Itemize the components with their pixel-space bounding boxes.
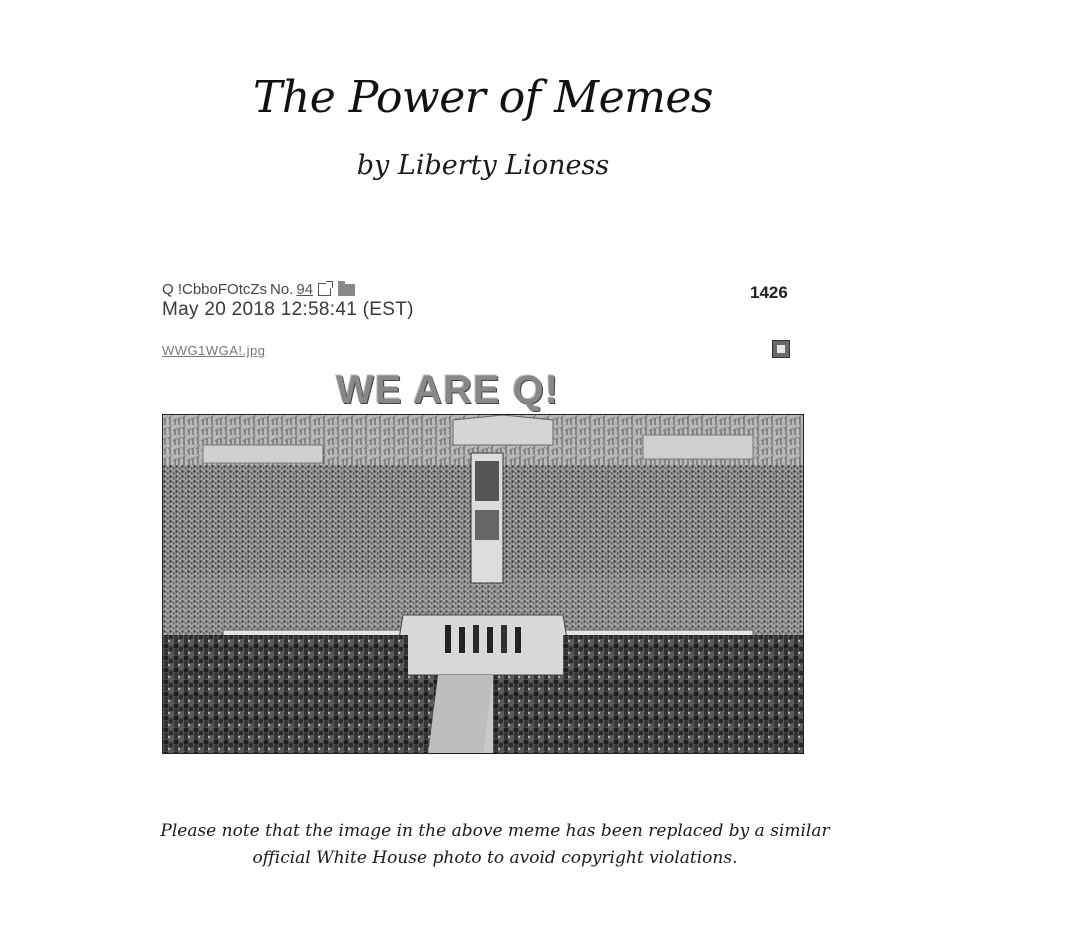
post-number-label: No. [270, 281, 294, 298]
document-byline: by Liberty Lioness [356, 150, 610, 181]
post-index: 1426 [750, 283, 788, 302]
post-timestamp: May 20 2018 12:58:41 (EST) [162, 299, 414, 320]
post-author: Q !CbboFOtcZs [162, 281, 268, 298]
image-filename-link[interactable]: WWG1WGA!.jpg [162, 343, 266, 358]
caption-line-1: Please note that the image in the above meme has been replaced by a similar [160, 821, 830, 841]
photo-caption [100, 818, 890, 872]
expand-image-icon[interactable] [772, 340, 790, 358]
post-header [162, 281, 414, 320]
post-number-link[interactable]: 94 [296, 281, 314, 298]
external-link-icon[interactable] [318, 283, 331, 296]
folder-icon[interactable] [338, 284, 355, 296]
post-meta-line [162, 281, 414, 298]
document-title: The Power of Memes [253, 72, 713, 123]
caption-line-2: official White House photo to avoid copyright violations. [252, 848, 738, 868]
crowd-photo [162, 414, 804, 754]
meme-heading: WE ARE Q! [336, 368, 560, 412]
